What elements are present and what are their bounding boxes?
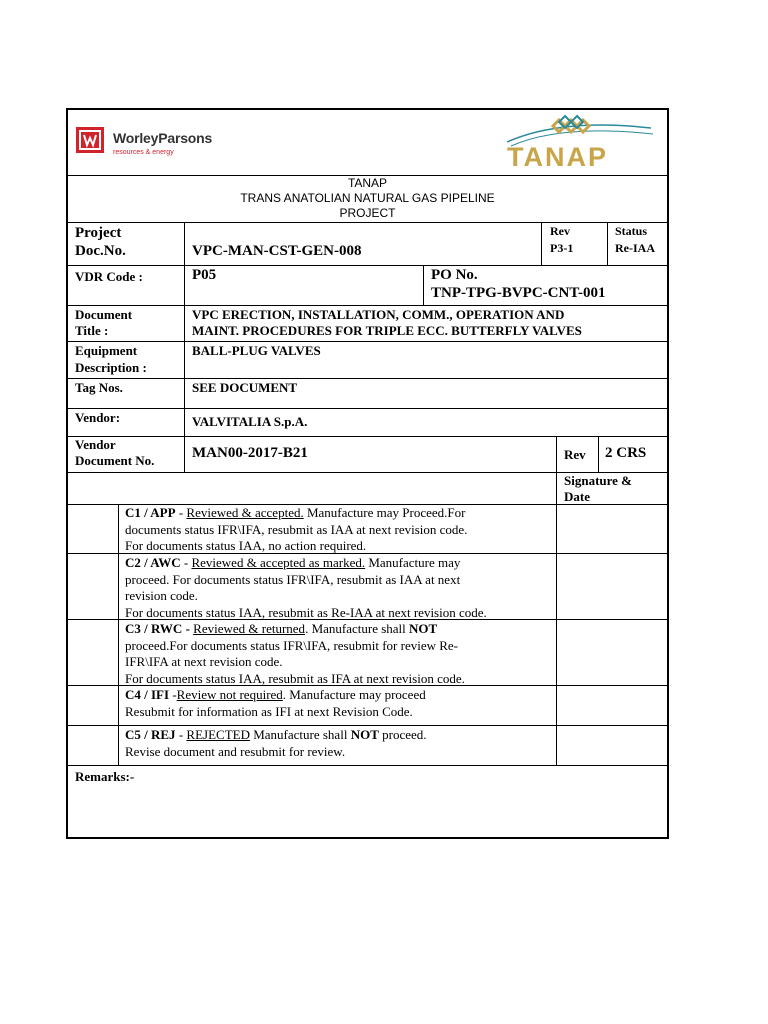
review-code-c1-row — [68, 505, 667, 554]
tanap-logo-text: TANAP — [507, 142, 608, 172]
tag-value: SEE DOCUMENT — [192, 380, 298, 395]
vendor-name: VALVITALIA S.p.A. — [192, 414, 308, 429]
review-code-c1-code: C1 / APP — [125, 505, 176, 520]
equipment-description: BALL-PLUG VALVES — [192, 343, 321, 358]
document-title-label-2: Title : — [75, 323, 109, 338]
review-code-c2-row — [68, 554, 667, 620]
project-doc-number: VPC-MAN-CST-GEN-008 — [192, 243, 362, 259]
vendor-rev-label: Rev — [564, 447, 586, 462]
po-number-value: TNP-TPG-BVPC-CNT-001 — [431, 285, 606, 301]
review-code-c4-term: Review not required — [176, 687, 283, 702]
project-doc-row — [68, 223, 667, 266]
document-title-row — [68, 306, 667, 342]
po-number-label: PO No. — [431, 267, 478, 283]
project-title-row — [68, 176, 667, 223]
vdr-row — [68, 266, 667, 306]
review-code-c5-row — [68, 726, 667, 766]
review-code-c3-row — [68, 620, 667, 686]
equipment-label-1: Equipment — [75, 343, 138, 358]
project-full-name: TRANS ANATOLIAN NATURAL GAS PIPELINE — [240, 191, 495, 205]
logo-row — [68, 110, 667, 176]
review-code-c1-term: Reviewed & accepted. — [186, 505, 304, 520]
review-code-c5-text: C5 / REJ - REJECTED Manufacture shall NOT proceed. Revise document and resubmit for review. — [125, 727, 427, 759]
worleyparsons-name: WorleyParsons — [113, 130, 213, 146]
review-code-c3-term: Reviewed & returned — [193, 621, 306, 636]
document-title-line-2: MAINT. PROCEDURES FOR TRIPLE ECC. BUTTERFLY VALVES — [192, 323, 582, 338]
project-name: TANAP — [347, 176, 388, 190]
review-code-c3-code: C3 / RWC - — [125, 621, 190, 636]
signature-label-2: Date — [564, 489, 590, 504]
vendor-row — [68, 409, 667, 437]
vendor-doc-label-1: Vendor — [75, 437, 116, 452]
tag-row — [68, 379, 667, 409]
tag-label: Tag Nos. — [75, 380, 123, 395]
review-code-c2-term: Reviewed & accepted as marked. — [191, 555, 366, 570]
vendor-doc-number: MAN00-2017-B21 — [192, 445, 308, 461]
worleyparsons-tagline: resources & energy — [113, 149, 174, 156]
project-doc-label-1: Project — [75, 225, 122, 241]
project-label: PROJECT — [339, 206, 396, 220]
project-rev-label: Rev — [550, 224, 570, 238]
vdr-code-label: VDR Code : — [75, 269, 143, 284]
review-stamp-sheet — [66, 108, 669, 839]
vendor-doc-row — [68, 437, 667, 473]
vendor-doc-label-2: Document No. — [75, 453, 155, 468]
equipment-label-2: Description : — [75, 360, 147, 375]
review-code-c2-text: C2 / AWC - Reviewed & accepted as marked. Manufacture may proceed. For documents status IFR\IFA, resubmit as IAA at next revision code. For documents status IAA, resubmit as Re-IAA at next revision code. — [125, 555, 487, 620]
review-code-c1-text: C1 / APP - Reviewed & accepted. Manufacture may Proceed.For documents status IFR\IFA, resubmit as IAA at next revision code. For documents status IAA, no action required. — [125, 505, 468, 553]
review-code-c3-text: C3 / RWC - Reviewed & returned. Manufacture shall NOT proceed.For documents status IFR\IFA, resubmit for review Re- IFR\IFA at next revision code. For documents status IAA, resubmit as IFA at next revision code. — [125, 621, 465, 686]
vdr-code-value: P05 — [192, 267, 217, 283]
worleyparsons-logo-mark — [76, 127, 104, 153]
project-status-value: Re-IAA — [615, 241, 655, 255]
tanap-logo — [501, 112, 661, 172]
review-code-c4-code: C4 / IFI — [125, 687, 170, 702]
review-code-c5-term: REJECTED — [186, 727, 250, 742]
review-code-c5-code: C5 / REJ — [125, 727, 176, 742]
document-title-label-1: Document — [75, 307, 133, 322]
review-code-c4-text: C4 / IFI -Review not required. Manufacture may proceed Resubmit for information as IFI at next Revision Code. — [125, 687, 426, 719]
project-doc-label-2: Doc.No. — [75, 243, 126, 259]
review-code-c4-row — [68, 686, 667, 726]
remarks-label: Remarks:- — [75, 769, 135, 784]
document-title-line-1: VPC ERECTION, INSTALLATION, COMM., OPERATION AND — [192, 307, 565, 322]
project-status-label: Status — [615, 224, 648, 238]
signature-header-row — [68, 473, 667, 505]
vendor-rev-value: 2 CRS — [605, 445, 647, 461]
review-code-c2-code: C2 / AWC — [125, 555, 181, 570]
vendor-label: Vendor: — [75, 410, 121, 425]
signature-label-1: Signature & — [564, 473, 633, 488]
project-rev-value: P3-1 — [550, 241, 574, 255]
equipment-row — [68, 342, 667, 379]
